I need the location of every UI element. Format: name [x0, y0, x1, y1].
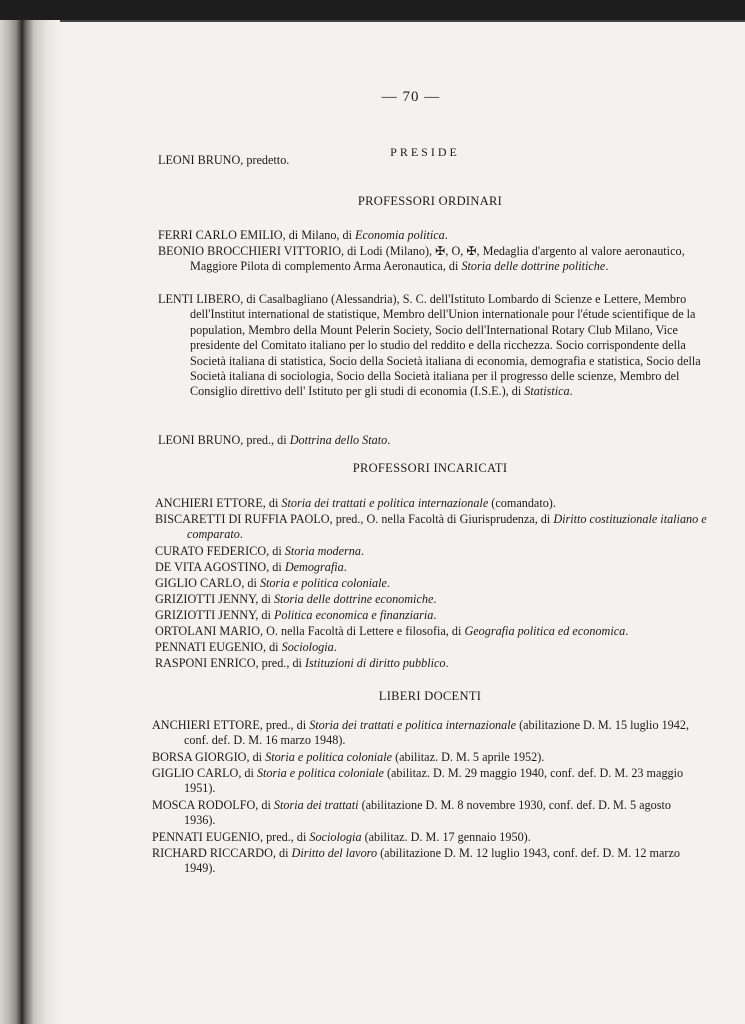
entry-tail: .	[333, 640, 337, 654]
entry-text: , di	[266, 560, 285, 574]
entry-subject: Diritto del lavoro	[291, 846, 378, 860]
list-item	[155, 624, 725, 639]
entry-text: , pred., O. nella Facoltà di Giurisprudenza, di	[329, 512, 554, 526]
entry-text: , predetto.	[240, 153, 290, 167]
entry-tail: (abilitaz. D. M. 29 maggio 1940, conf. def. D. M. 23 maggio 1951).	[184, 766, 684, 796]
list-item	[155, 512, 715, 543]
entry-tail: .	[444, 228, 448, 242]
entry-name: RICHARD RICCARDO	[152, 846, 273, 860]
entry-subject: Storia dei trattati e politica internazionale	[281, 496, 489, 510]
entry-name: ANCHIERI ETTORE	[155, 496, 263, 510]
entry-subject: Geografia politica ed economica	[464, 624, 626, 638]
entry-name: PENNATI EUGENIO	[155, 640, 263, 654]
entry-tail: .	[387, 433, 391, 447]
entry-name: GRIZIOTTI JENNY	[155, 592, 256, 606]
entry-text: , di	[255, 592, 274, 606]
entry-subject: Storia dei trattati e politica internazionale	[309, 718, 517, 732]
section-heading-ordinari: PROFESSORI ORDINARI	[357, 194, 503, 208]
entry-tail: .	[386, 576, 390, 590]
entry-subject: Storia dei trattati	[273, 798, 359, 812]
list-item	[155, 656, 715, 671]
section-heading-incaricati: PROFESSORI INCARICATI	[352, 461, 508, 475]
entry-text: , O. nella Facoltà di Lettere e filosofia, di	[260, 624, 465, 638]
entry-tail: (abilitaz. D. M. 17 gennaio 1950).	[361, 830, 531, 844]
list-item	[155, 608, 715, 623]
entry-tail: .	[360, 544, 365, 558]
page-number: — 70 —	[381, 89, 441, 105]
entry-text: , di	[255, 798, 274, 812]
entry-tail: (abilitazione D. M. 12 luglio 1943, conf. def. D. M. 12 marzo 1949).	[184, 846, 680, 876]
entry-tail: (abilitazione D. M. 8 novembre 1930, conf. def. D. M. 5 agosto 1936).	[184, 798, 671, 828]
entry-name: ORTOLANI MARIO	[155, 624, 261, 638]
list-item	[158, 244, 713, 275]
entry-name: MOSCA RODOLFO	[152, 798, 256, 812]
entry-text: , di	[255, 608, 274, 622]
entry-tail: .	[569, 384, 573, 399]
entry-subject: Dottrina dello Stato	[289, 433, 388, 447]
section-heading-preside: PRESIDE	[390, 145, 460, 159]
entry-name: CURATO FEDERICO	[155, 544, 267, 558]
entry-subject: Politica economica e finanziaria	[273, 608, 434, 622]
list-item	[158, 228, 713, 243]
list-item	[152, 798, 697, 829]
entry-subject: Economia politica	[355, 228, 445, 242]
entry-tail: .	[625, 624, 629, 638]
entry-name: PENNATI EUGENIO	[152, 830, 260, 844]
entry-text: , pred., di	[259, 830, 310, 844]
entry-text: , di	[266, 544, 285, 558]
list-item	[155, 496, 715, 511]
entry-subject: Sociologia	[309, 830, 362, 844]
list-item	[152, 846, 697, 877]
entry-text: , di Casalbagliano (Alessandria), S. C. dell'Istituto Lombardo di Scienze e Lettere, Membro dell'Institut international de statistique, Membro dell'Union internationale pour l'étude scientifique de la population, Membro della Mount Pelerin Society, Socio dell'International Rotary Club Milano, Vice presidente del Comitato italiano per lo studio del reddito e della ricchezza. Socio corrispondente della Società italiana di statistica, Socio della Società italiana di economia, demografia e statistica, Socio della Società italiana di sociologia, Socio della Società italiana per il progresso delle scienze, Membro del Consiglio direttivo dell' Istituto per gli studi di economia (I.S.E.), di	[190, 292, 701, 399]
entry-text: , di	[246, 750, 266, 764]
entry-tail: .	[605, 259, 609, 274]
entry-name: FERRI CARLO EMILIO	[158, 228, 283, 242]
entry-subject: Demografia	[284, 560, 344, 574]
entry-subject: Storia e politica coloniale	[265, 750, 393, 764]
entry-name: BISCARETTI DI RUFFIA PAOLO	[155, 512, 330, 526]
entry-text: , di Lodi (Milano), ✠, O, ✠, Medaglia d'argento al valore aeronautico, Maggiore Pilota di complemento Arma Aeronautica, di	[190, 244, 685, 274]
entry-name: ANCHIERI ETTORE	[152, 718, 260, 732]
entry-subject: Storia e politica coloniale	[259, 576, 387, 590]
section-heading-liberi: LIBERI DOCENTI	[378, 689, 482, 703]
entry-tail: .	[343, 560, 347, 574]
entry-name: LEONI BRUNO	[158, 153, 241, 167]
entry-text: , pred., di	[255, 656, 305, 670]
entry-text: , di	[238, 766, 257, 780]
entry-name: BEONIO BROCCHIERI VITTORIO	[158, 244, 342, 258]
list-item	[155, 544, 715, 559]
list-item	[152, 718, 697, 749]
entry-tail: (abilitazione D. M. 15 luglio 1942, conf. def. D. M. 16 marzo 1948).	[184, 718, 690, 748]
entry-tail: .	[433, 592, 437, 606]
entry-text: , di Milano, di	[282, 228, 356, 242]
entry-text: , di	[262, 640, 282, 654]
entry-tail: (abilitaz. D. M. 5 aprile 1952).	[392, 750, 545, 764]
list-item	[152, 750, 697, 765]
entry-subject: Storia delle dottrine economiche	[273, 592, 434, 606]
list-item	[155, 560, 715, 575]
entry-tail: .	[445, 656, 449, 670]
list-item	[155, 576, 715, 591]
list-item	[152, 766, 697, 797]
entry-text: , pred., di	[259, 718, 310, 732]
list-item	[155, 592, 715, 607]
list-item	[158, 153, 718, 168]
entry-subject: Istituzioni di diritto pubblico	[304, 656, 446, 670]
entry-name: DE VITA AGOSTINO	[155, 560, 267, 574]
entry-subject: Storia e politica coloniale	[256, 766, 384, 780]
entry-text: , di	[241, 576, 260, 590]
entry-subject: Diritto costituzionale italiano e comparato	[187, 512, 707, 542]
entry-subject: Storia delle dottrine politiche	[461, 259, 606, 274]
entry-name: LEONI BRUNO	[158, 433, 241, 447]
list-item	[152, 830, 697, 845]
entry-subject: Sociologia	[281, 640, 334, 654]
entry-subject: Storia moderna	[284, 544, 361, 558]
entry-name: LENTI LIBERO	[158, 292, 241, 306]
entry-text: , di	[272, 846, 292, 860]
list-item	[158, 292, 713, 400]
list-item	[155, 640, 715, 655]
entry-name: GRIZIOTTI JENNY	[155, 608, 256, 622]
list-item	[158, 433, 713, 448]
entry-text: , pred., di	[240, 433, 290, 447]
entry-text: , di	[262, 496, 282, 510]
entry-name: BORSA GIORGIO	[152, 750, 247, 764]
entry-name: GIGLIO CARLO	[155, 576, 242, 590]
entry-name: GIGLIO CARLO	[152, 766, 239, 780]
entry-tail: (comandato).	[488, 496, 556, 510]
entry-tail: .	[433, 608, 437, 622]
entry-tail: .	[239, 527, 243, 542]
entry-name: RASPONI ENRICO	[155, 656, 256, 670]
entry-subject: Statistica	[524, 384, 570, 399]
